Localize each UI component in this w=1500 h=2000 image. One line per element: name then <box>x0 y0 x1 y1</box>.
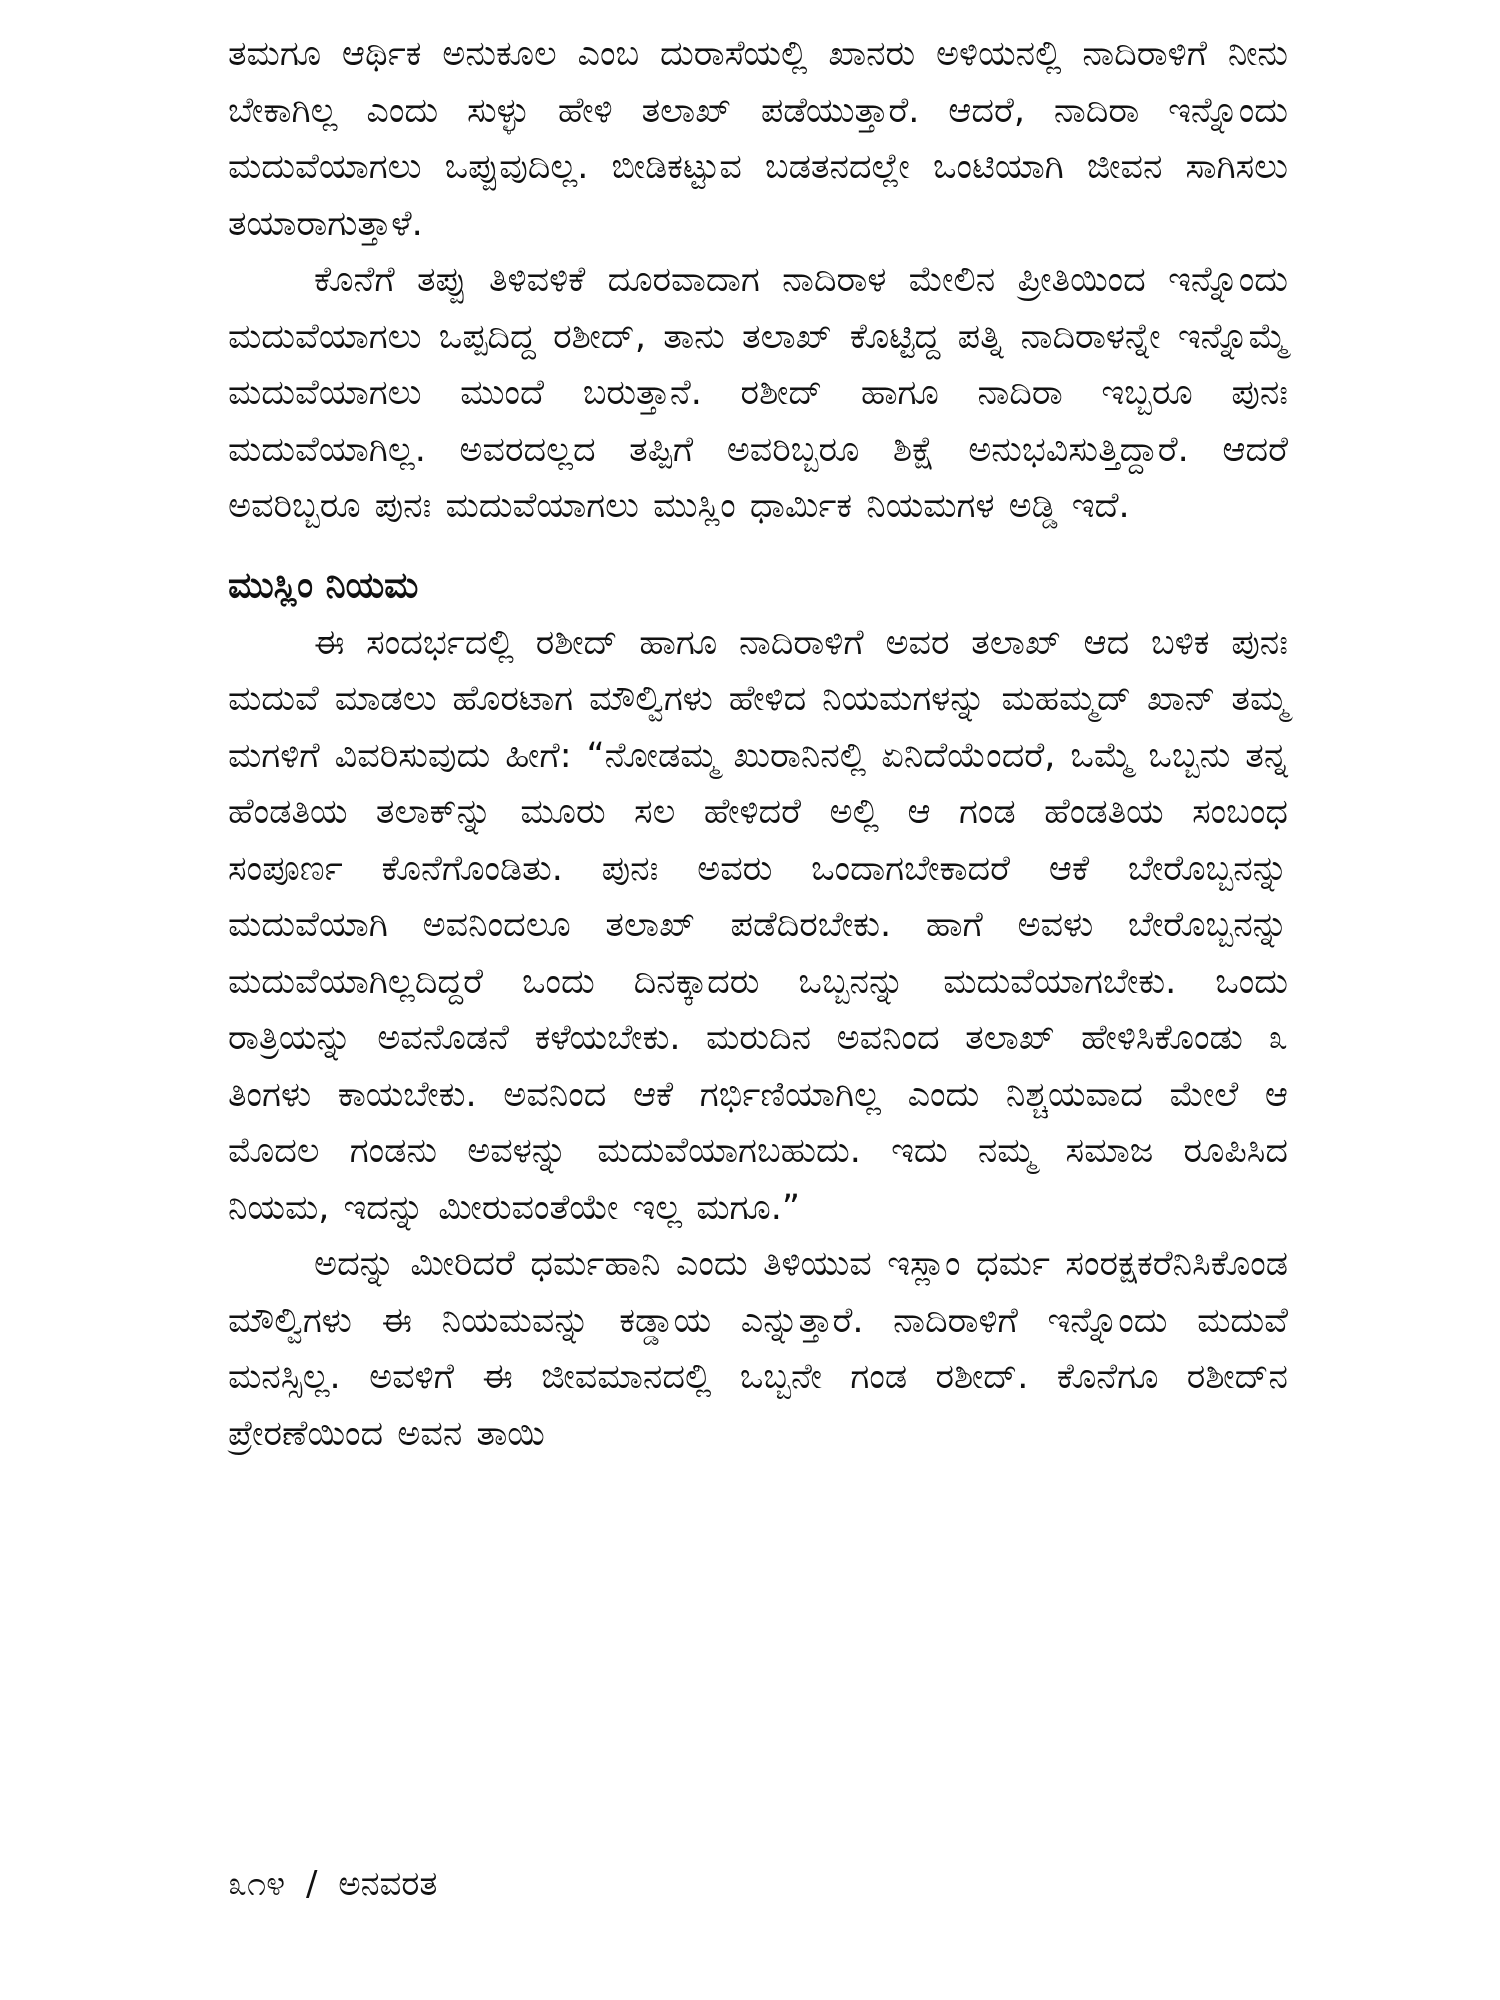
page-body <box>228 26 1288 1462</box>
section-heading: ಮುಸ್ಲಿಂ ನಿಯಮ <box>228 564 419 606</box>
paragraph-2: ಕೊನೆಗೆ ತಪ್ಪು ತಿಳಿವಳಿಕೆ ದೂರವಾದಾಗ ನಾದಿರಾಳ ಮೇಲಿನ ಪ್ರೀತಿಯಿಂದ ಇನ್ನೊಂದು ಮದುವೆಯಾಗಲು ಒಪ್ಪದಿದ್ದ ರಶೀದ್, ತಾನು ತಲಾಖ್ ಕೊಟ್ಟಿದ್ದ ಪತ್ನಿ ನಾದಿರಾಳನ್ನೇ ಇನ್ನೊಮ್ಮೆ ಮದುವೆಯಾಗಲು ಮುಂದೆ ಬರುತ್ತಾನೆ. ರಶೀದ್ ಹಾಗೂ ನಾದಿರಾ ಇಬ್ಬರೂ ಪುನಃ ಮದುವೆಯಾಗಿಲ್ಲ. ಅವರದಲ್ಲದ ತಪ್ಪಿಗೆ ಅವರಿಬ್ಬರೂ ಶಿಕ್ಷೆ ಅನುಭವಿಸುತ್ತಿದ್ದಾರೆ. ಆದರೆ ಅವರಿಬ್ಬರೂ ಪುನಃ ಮದುವೆಯಾಗಲು ಮುಸ್ಲಿಂ ಧಾರ್ಮಿಕ ನಿಯಮಗಳ ಅಡ್ಡಿ ಇದೆ. <box>228 260 1288 526</box>
footer-separator: / <box>305 1864 318 1904</box>
page-number: ೩೧೪ <box>228 1864 286 1904</box>
book-title: ಅನವರತ <box>338 1864 438 1904</box>
paragraph-1: ತಮಗೂ ಆರ್ಥಿಕ ಅನುಕೂಲ ಎಂಬ ದುರಾಸೆಯಲ್ಲಿ ಖಾನರು ಅಳಿಯನಲ್ಲಿ ನಾದಿರಾಳಿಗೆ ನೀನು ಬೇಕಾಗಿಲ್ಲ ಎಂದು ಸುಳ್ಳು ಹೇಳಿ ತಲಾಖ್ ಪಡೆಯುತ್ತಾರೆ. ಆದರೆ, ನಾದಿರಾ ಇನ್ನೊಂದು ಮದುವೆಯಾಗಲು ಒಪ್ಪುವುದಿಲ್ಲ. ಬೀಡಿಕಟ್ಟುವ ಬಡತನದಲ್ಲೇ ಒಂಟಿಯಾಗಿ ಜೀವನ ಸಾಗಿಸಲು ತಯಾರಾಗುತ್ತಾಳೆ. <box>228 34 1288 244</box>
paragraph-3: ಈ ಸಂದರ್ಭದಲ್ಲಿ ರಶೀದ್ ಹಾಗೂ ನಾದಿರಾಳಿಗೆ ಅವರ ತಲಾಖ್ ಆದ ಬಳಿಕ ಪುನಃ ಮದುವೆ ಮಾಡಲು ಹೊರಟಾಗ ಮೌಲ್ವಿಗಳು ಹೇಳಿದ ನಿಯಮಗಳನ್ನು ಮಹಮ್ಮದ್ ಖಾನ್ ತಮ್ಮ ಮಗಳಿಗೆ ವಿವರಿಸುವುದು ಹೀಗೆ: “ನೋಡಮ್ಮ ಖುರಾನಿನಲ್ಲಿ ಏನಿದೆಯೆಂದರೆ, ಒಮ್ಮೆ ಒಬ್ಬನು ತನ್ನ ಹೆಂಡತಿಯ ತಲಾಕ್‌ನ್ನು ಮೂರು ಸಲ ಹೇಳಿದರೆ ಅಲ್ಲಿ ಆ ಗಂಡ ಹೆಂಡತಿಯ ಸಂಬಂಧ ಸಂಪೂರ್ಣ ಕೊನೆಗೊಂಡಿತು. ಪುನಃ ಅವರು ಒಂದಾಗಬೇಕಾದರೆ ಆಕೆ ಬೇರೊಬ್ಬನನ್ನು ಮದುವೆಯಾಗಿ ಅವನಿಂದಲೂ ತಲಾಖ್ ಪಡೆದಿರಬೇಕು. ಹಾಗೆ ಅವಳು ಬೇರೊಬ್ಬನನ್ನು ಮದುವೆಯಾಗಿಲ್ಲದಿದ್ದರೆ ಒಂದು ದಿನಕ್ಕಾದರು ಒಬ್ಬನನ್ನು ಮದುವೆಯಾಗಬೇಕು. ಒಂದು ರಾತ್ರಿಯನ್ನು ಅವನೊಡನೆ ಕಳೆಯಬೇಕು. ಮರುದಿನ ಅವನಿಂದ ತಲಾಖ್ ಹೇಳಿಸಿಕೊಂಡು ೩ ತಿಂಗಳು ಕಾಯಬೇಕು. ಅವನಿಂದ ಆಕೆ ಗರ್ಭಿಣಿಯಾಗಿಲ್ಲ ಎಂದು ನಿಶ್ಚಯವಾದ ಮೇಲೆ ಆ ಮೊದಲ ಗಂಡನು ಅವಳನ್ನು ಮದುವೆಯಾಗಬಹುದು. ಇದು ನಮ್ಮ ಸಮಾಜ ರೂಪಿಸಿದ ನಿಯಮ, ಇದನ್ನು ಮೀರುವಂತೆಯೇ ಇಲ್ಲ ಮಗೂ.” <box>228 622 1288 1228</box>
page-footer <box>228 1860 437 1908</box>
paragraph-4: ಅದನ್ನು ಮೀರಿದರೆ ಧರ್ಮಹಾನಿ ಎಂದು ತಿಳಿಯುವ ಇಸ್ಲಾಂ ಧರ್ಮ ಸಂರಕ್ಷಕರೆನಿಸಿಕೊಂಡ ಮೌಲ್ವಿಗಳು ಈ ನಿಯಮವನ್ನು ಕಡ್ಡಾಯ ಎನ್ನುತ್ತಾರೆ. ನಾದಿರಾಳಿಗೆ ಇನ್ನೊಂದು ಮದುವೆ ಮನಸ್ಸಿಲ್ಲ. ಅವಳಿಗೆ ಈ ಜೀವಮಾನದಲ್ಲಿ ಒಬ್ಬನೇ ಗಂಡ ರಶೀದ್. ಕೊನೆಗೂ ರಶೀದ್‌ನ ಪ್ರೇರಣೆಯಿಂದ ಅವನ ತಾಯಿ <box>228 1244 1288 1454</box>
